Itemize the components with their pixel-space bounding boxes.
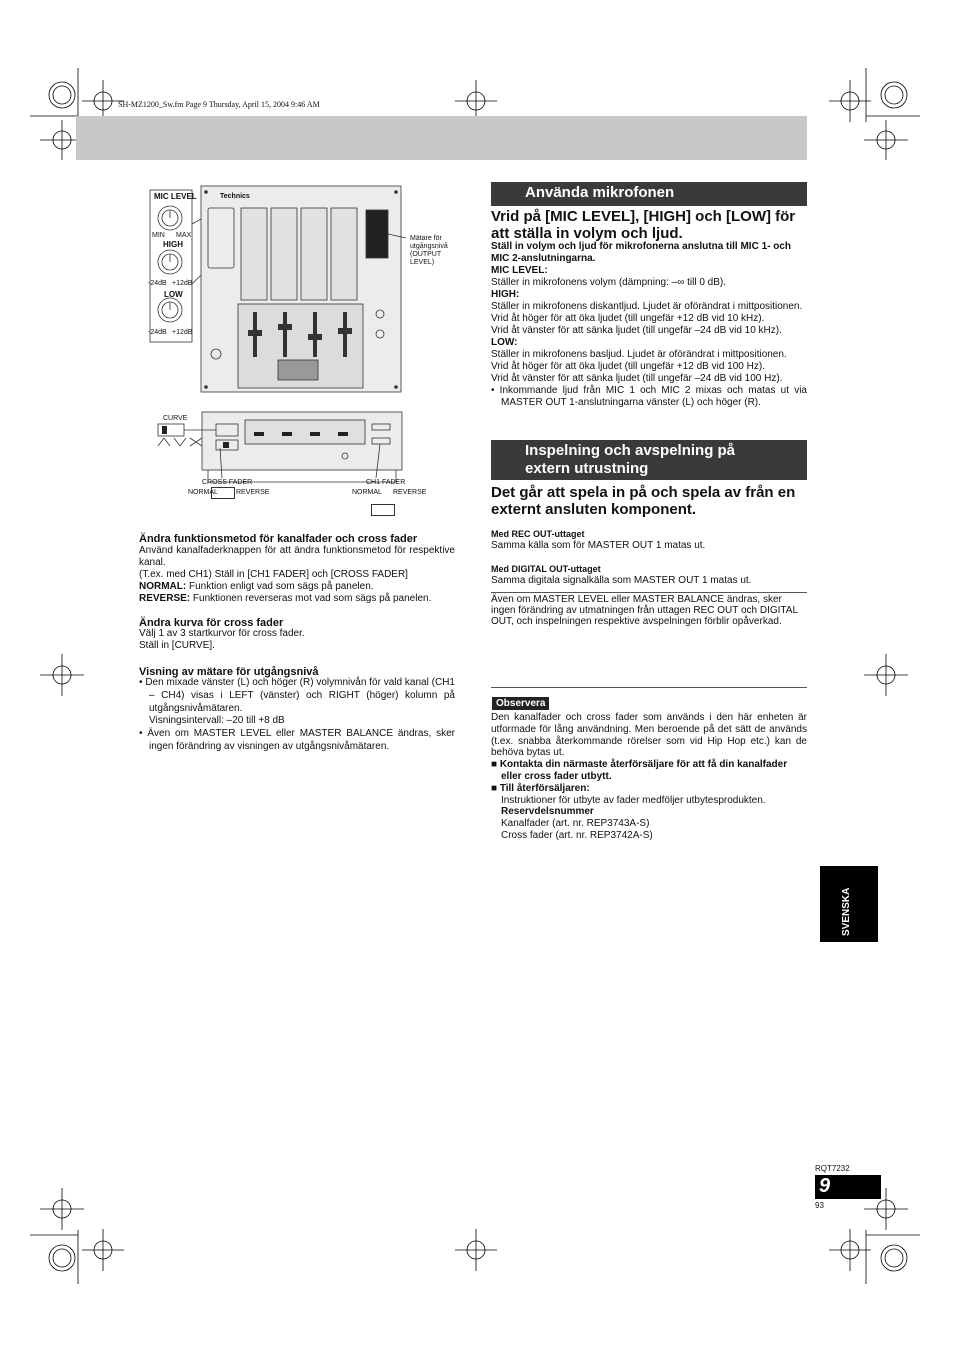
- observera-label: Observera: [492, 697, 549, 710]
- plus12-label-2: +12dB: [172, 329, 193, 336]
- mixer-front-panel: [150, 408, 410, 518]
- s1-reverse: REVERSE: Funktionen reverseras mot vad som sägs på panelen.: [139, 593, 432, 604]
- s1-normal: NORMAL: Funktion enligt vad som sägs på panelen.: [139, 581, 374, 592]
- cross-fader-label: CROSS FADER: [202, 479, 253, 486]
- brand-logo: Technics: [220, 193, 250, 200]
- sub-page-number: 93: [815, 1201, 824, 1210]
- minus24-label: -24dB: [148, 280, 167, 287]
- rec-out-block: Med REC OUT-uttaget Samma källa som för MASTER OUT 1 matas ut.: [491, 529, 706, 551]
- mixer-top-panel: [148, 184, 408, 394]
- file-info: SH-MZ1200_Sw.fm Page 9 Thursday, April 15, 2004 9:46 AM: [118, 100, 320, 109]
- s2-body: Välj 1 av 3 startkurvor för cross fader. Ställ in [CURVE].: [139, 628, 305, 651]
- page-number-box: [815, 1175, 881, 1199]
- s2-title: Ändra kurva för cross fader: [139, 617, 284, 629]
- mic-body: Ställ in volym och ljud för mikrofonerna anslutna till MIC 1- och MIC 2-anslutningarna. MIC LEVEL: Ställer in mikrofonens volym (dämpning: –∞ till 0 dB). HIGH: Ställer in mikrofonens diskantljud. Ljudet är oförändrat i mittpositionen. Vrid åt höger för att öka ljudet (till ungefär +12 dB vid 10 kHz). Vrid åt vänster för att sänka ljudet (till ungefär –24 dB vid 10 kHz). LOW: Ställer in mikrofonens basljud. Ljudet är oförändrat i mittpositionen. Vrid åt höger för att öka ljudet (till ungefär +12 dB vid 100 Hz). Vrid åt vänster för att sänka ljudet (till ungefär –24 dB vid 100 Hz). • Inkommande ljud från MIC 1 och MIC 2 mixas och matas ut via MASTER OUT 1-anslutningarna vänster (L) och höger (R).: [491, 241, 807, 408]
- cross-fader-switch: [211, 487, 235, 499]
- plus12-label: +12dB: [172, 280, 193, 287]
- page-number: 9: [819, 1175, 831, 1197]
- digital-out-block: Med DIGITAL OUT-uttaget Samma digitala signalkälla som MASTER OUT 1 matas ut.: [491, 564, 752, 586]
- heading-external-instruction: Det går att spela in på och spela av från en externt ansluten komponent.: [491, 484, 796, 518]
- divider: [491, 592, 807, 593]
- min-label: MIN: [152, 232, 165, 239]
- cross-fader-reverse: REVERSE: [236, 489, 270, 496]
- max-label: MAX: [176, 232, 192, 239]
- doc-code: RQT7232: [815, 1164, 850, 1173]
- curve-label: CURVE: [163, 415, 188, 422]
- note-text: Även om MASTER LEVEL eller MASTER BALANCE ändras, sker ingen förändring av utmatningen från uttagen REC OUT och DIGITAL OUT, och inspelningen respektive avspelningen förblir opåverkad.: [491, 594, 798, 627]
- ch1-fader-label: CH1 FADER: [366, 479, 406, 486]
- section-heading-external: Inspelning och avspelning på extern utrustning: [491, 440, 807, 480]
- mic-level-label: MIC LEVEL: [154, 192, 197, 201]
- meter-callout: Mätare för utgångsnivå (OUTPUT LEVEL): [410, 235, 448, 266]
- minus24-label-2: -24dB: [148, 329, 167, 336]
- divider: [491, 687, 807, 688]
- s3-title: Visning av mätare för utgångsnivå: [139, 666, 319, 678]
- heading-mic-instruction: Vrid på [MIC LEVEL], [HIGH] och [LOW] för att ställa in volym och ljud.: [491, 208, 796, 242]
- header-bar: [76, 116, 807, 160]
- ch1-fader-reverse: REVERSE: [393, 489, 427, 496]
- section-heading-mic: Använda mikrofonen: [491, 182, 807, 206]
- high-label: HIGH: [163, 240, 183, 249]
- ch1-fader-switch: [371, 504, 395, 516]
- language-tab: SVENSKA: [820, 866, 878, 942]
- s1-body: Använd kanalfaderknappen för att ändra funktionsmetod för respektive kanal. (T.ex. med CH1) Ställ in [CH1 FADER] och [CROSS FADER] NORMAL: Funktion enligt vad som sägs på panelen. REVERSE: Funktionen reverseras mot vad som sägs på panelen.: [139, 545, 455, 604]
- observera-body: Den kanalfader och cross fader som används i den här enheten är utformade för lång användning. Men beroende på det sätt de används (t.ex. snabba återkommande rörelser som vid Hip Hop etc.) kan de behöva bytas ut. ■ Kontakta din närmaste återförsäljare för att få din kanalfader eller cross fader utbytt. ■ Till återförsäljaren: Instruktioner för utbyte av fader medföljer utbytesprodukten. Reservdelsnummer Kanalfader (art. nr. REP3743A-S) Cross fader (art. nr. REP3742A-S): [491, 712, 807, 841]
- low-label: LOW: [164, 290, 183, 299]
- s3-body: • Den mixade vänster (L) och höger (R) volymnivån för vald kanal (CH1 – CH4) visas i LEFT (vänster) och RIGHT (höger) kolumn på utgångsnivåmätaren. Visningsintervall: –20 till +8 dB • Även om MASTER LEVEL eller MASTER BALANCE ändras, sker ingen förändring av visningen av utgångsnivåmätaren.: [139, 677, 455, 752]
- ch1-fader-normal: NORMAL: [352, 489, 382, 496]
- s1-title: Ändra funktionsmetod för kanalfader och cross fader: [139, 533, 418, 545]
- cross-fader-normal: NORMAL: [188, 489, 218, 496]
